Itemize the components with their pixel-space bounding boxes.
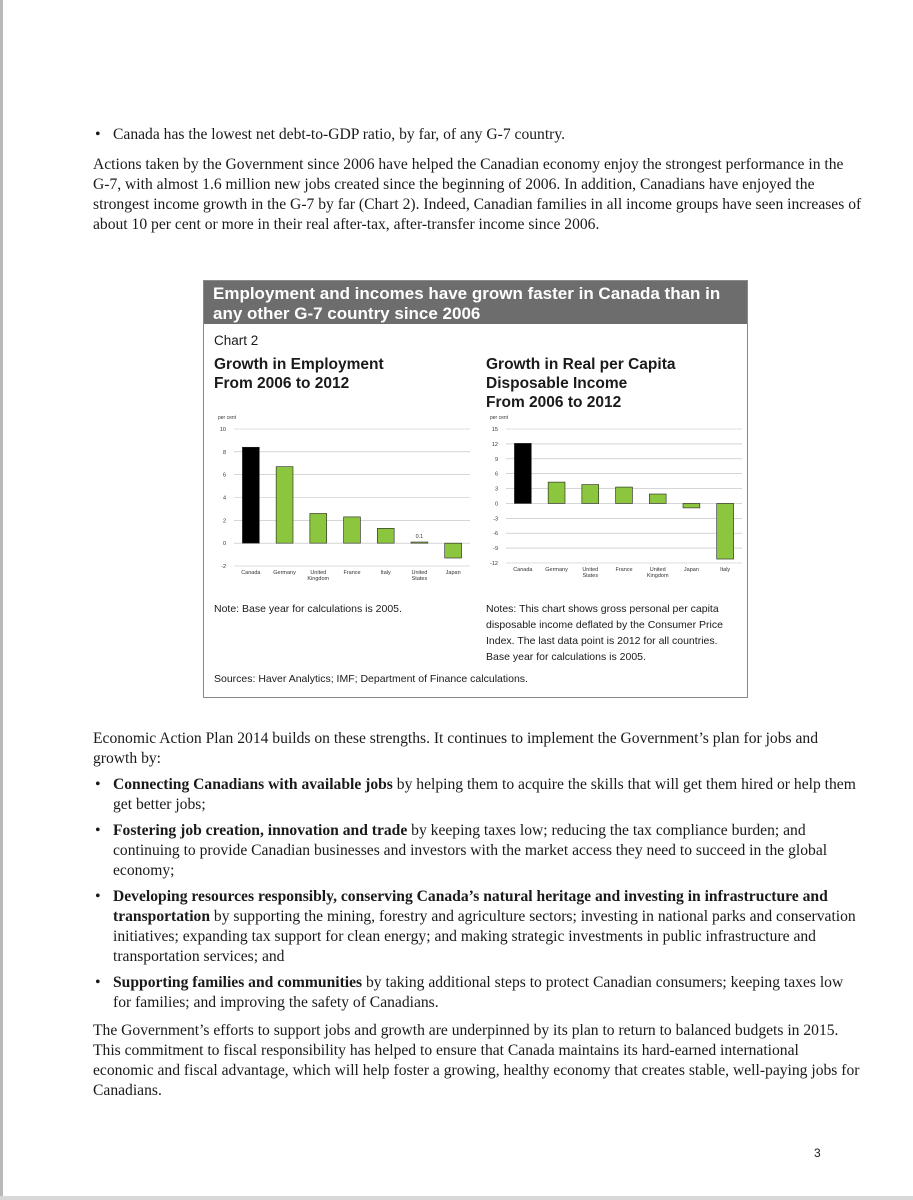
data-label: 0.1 [415,534,424,541]
employment-chart [212,411,474,591]
bar [548,482,565,503]
left-chart-title [214,355,384,393]
x-tick-label: Japan [683,567,699,573]
x-tick-label: Italy [380,570,391,576]
debt-bullet: • Canada has the lowest net debt-to-GDP ratio, by far, of any G-7 country. [93,125,863,145]
page-bottom-edge [0,1196,913,1200]
right-title-line2: Disposable Income [486,375,628,392]
right-note-line1: Notes: This chart shows gross personal per capita [486,603,719,615]
bar [276,467,293,543]
y-tick-label: 8 [222,449,226,456]
y-tick-label: 12 [491,441,498,448]
plan-intro: Economic Action Plan 2014 builds on these strengths. It continues to implement the Government’s plan for jobs and growth by: [93,730,818,767]
left-note: Note: Base year for calculations is 2005. [214,603,402,615]
right-title-line3: From 2006 to 2012 [486,394,622,411]
x-tick-label: France [343,570,361,576]
plan-item-text: by keeping taxes low; reducing the tax compliance burden; and continuing to provide Canadian businesses and investors with the market access they need to succeed in the global economy; [113,822,828,879]
x-tick-label: Canada [241,570,261,576]
right-notes [486,601,723,665]
bar [616,487,633,503]
y-axis-label: per cent [218,415,237,421]
bar [344,517,361,543]
right-note-line3: Index. The last data point is 2012 for all countries. [486,635,718,647]
x-tick-label: Japan [445,570,461,576]
bar [377,528,394,543]
right-note-line2: disposable income deflated by the Consumer Price [486,619,723,631]
y-tick-label: -12 [490,561,498,567]
plan-item-innovation [93,821,863,881]
x-tick-label: United [582,567,599,573]
x-tick-label: Italy [720,567,731,573]
bar [582,485,599,504]
left-title-line1: Growth in Employment [214,356,384,373]
bar [445,543,462,558]
plan-item-text: by taking additional steps to protect Canadian consumers; keeping taxes low for families; and improving the safety of Canadians. [113,974,844,1011]
bar [717,503,734,559]
bar [242,447,259,543]
plan-item-bold: Supporting families and communities [113,974,363,991]
y-tick-label: 9 [494,456,498,463]
x-tick-label: United [411,570,428,576]
right-chart-title [486,355,675,412]
plan-item-bold: Developing resources responsibly, conserving Canada’s natural heritage and investing in infrastructure and transportation [113,888,828,925]
x-tick-label: United [649,567,666,573]
x-tick-label: United [310,570,327,576]
x-tick-label: Germany [545,567,568,573]
y-tick-label: 6 [222,472,226,479]
y-axis-label: per cent [490,415,509,421]
plan-item-bold: Connecting Canadians with available jobs [113,776,393,793]
x-tick-label: States [582,573,599,579]
x-tick-label: States [411,576,428,582]
y-tick-label: 0 [222,541,226,548]
chart-label: Chart 2 [214,333,259,348]
right-note-line4: Base year for calculations is 2005. [486,651,646,663]
after-text [93,729,863,1101]
y-tick-label: 6 [494,471,498,478]
chart-sources: Sources: Haver Analytics; IMF; Department of Finance calculations. [214,673,528,685]
x-tick-label: Kingdom [307,576,330,582]
left-title-line2: From 2006 to 2012 [214,375,350,392]
right-title-line1: Growth in Real per Capita [486,356,676,373]
x-tick-label: Kingdom [646,573,669,579]
top-text [93,125,863,235]
y-tick-label: 4 [222,495,226,502]
y-tick-label: 0 [494,501,498,508]
bar [649,494,666,503]
chart-header: Employment and incomes have grown faster in Canada than in any other G-7 country since 2006 [204,281,747,324]
y-tick-label: -2 [221,564,226,570]
x-tick-label: Germany [273,570,296,576]
x-tick-label: Canada [513,567,533,573]
y-tick-label: -6 [493,531,498,538]
plan-item-resources [93,887,863,967]
plan-item-text: by supporting the mining, forestry and agriculture sectors; investing in national parks and conservation initiatives; expanding tax support for clean energy; and making strategic investments in public infrastructure and transportation services; and [113,908,856,965]
page-left-border [0,0,3,1200]
bar [683,503,700,507]
chart-2-box [203,280,748,698]
income-chart [484,411,746,581]
bar [514,443,531,503]
plan-item-text: by helping them to acquire the skills that will get them hired or help them get better jobs; [113,776,856,813]
y-tick-label: 2 [222,518,226,525]
y-tick-label: -3 [493,516,498,523]
plan-item-jobs [93,775,863,815]
y-tick-label: 3 [494,486,498,493]
page-number: 3 [814,1146,821,1160]
x-tick-label: France [615,567,633,573]
plan-item-bold: Fostering job creation, innovation and trade [113,822,408,839]
bar [310,513,327,543]
closing-paragraph: The Government’s efforts to support jobs and growth are underpinned by its plan to return to balanced budgets in 2015. This commitment to fiscal responsibility has helped to ensure that Canada maintains its hard-earned international economic and fiscal advantage, which will help foster a growing, healthy economy that creates stable, well-paying jobs for Canadians. [93,1022,860,1099]
bar [411,542,428,543]
y-tick-label: -9 [493,546,498,553]
intro-paragraph: Actions taken by the Government since 2006 have helped the Canadian economy enjoy the strongest performance in the G-7, with almost 1.6 million new jobs created since the beginning of 2006. In addition, Canadians have enjoyed the strongest income growth in the G-7 by far (Chart 2). Indeed, Canadian families in all income groups have seen increases of about 10 per cent or more in their real after-tax, after-transfer income since 2006. [93,156,862,233]
y-tick-label: 15 [491,427,498,433]
y-tick-label: 10 [219,427,226,433]
plan-item-families [93,973,863,1013]
